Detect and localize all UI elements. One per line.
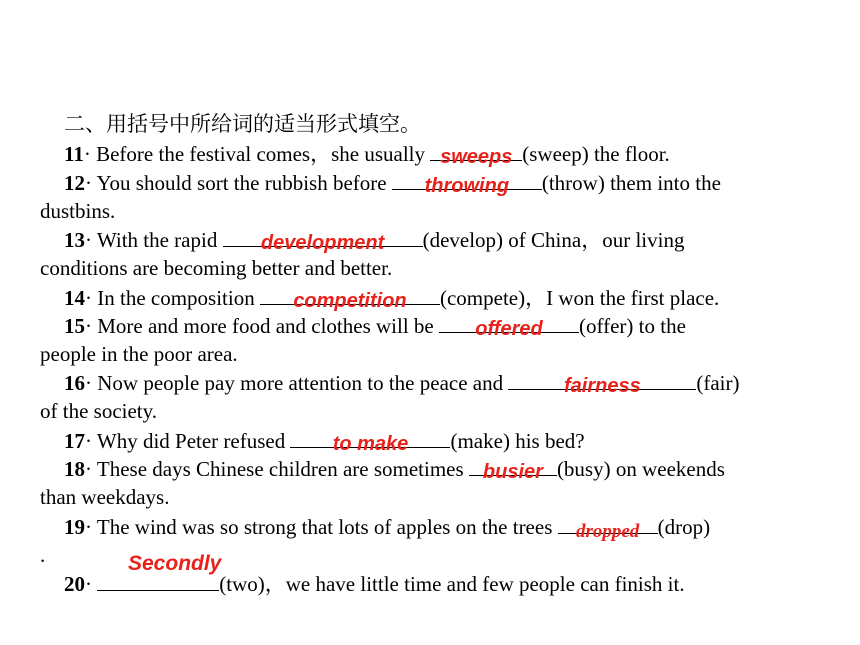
question-text: You should sort the rubbish before bbox=[96, 171, 392, 195]
question-number: 17 bbox=[64, 429, 85, 453]
question-text-after: (compete)，I won the first place. bbox=[439, 286, 720, 310]
question-text: These days Chinese children are sometimes bbox=[96, 457, 469, 481]
question-text-after: (make) his bed? bbox=[450, 429, 585, 453]
separator: · bbox=[85, 572, 92, 596]
question-text-after: (two)，we have little time and few people can finish it. bbox=[219, 572, 685, 596]
separator: · bbox=[85, 457, 92, 481]
question-16-continuation: of the society. bbox=[40, 399, 158, 423]
answer-blank[interactable] bbox=[223, 226, 423, 254]
question-12-continuation: dustbins. bbox=[40, 199, 116, 223]
separator: · bbox=[85, 371, 92, 395]
question-number: 15 bbox=[64, 314, 85, 338]
question-12 bbox=[64, 169, 854, 196]
answer-text: busier bbox=[482, 461, 543, 483]
answer-text: throwing bbox=[424, 175, 510, 197]
answer-blank[interactable] bbox=[97, 570, 219, 591]
question-14 bbox=[64, 284, 854, 311]
question-number: 18 bbox=[64, 457, 85, 481]
answer-blank[interactable] bbox=[558, 513, 658, 542]
question-13 bbox=[64, 226, 854, 253]
separator: · bbox=[85, 286, 92, 310]
answer-blank[interactable] bbox=[469, 455, 557, 483]
question-text-after: (offer) to the bbox=[579, 314, 686, 338]
question-text-after: (busy) on weekends bbox=[556, 457, 725, 481]
question-19-continuation: . bbox=[40, 543, 46, 567]
answer-blank[interactable] bbox=[430, 140, 522, 168]
question-number: 12 bbox=[64, 171, 85, 195]
question-text-after: (sweep) the floor. bbox=[522, 142, 670, 166]
answer-text: development bbox=[260, 232, 385, 254]
separator: · bbox=[85, 171, 92, 195]
answer-text: fairness bbox=[564, 375, 641, 397]
question-15-continuation: people in the poor area. bbox=[40, 342, 238, 366]
question-number: 11 bbox=[64, 142, 84, 166]
question-18 bbox=[64, 455, 854, 482]
question-text: The wind was so strong that lots of apples on the trees bbox=[96, 515, 558, 539]
question-15 bbox=[64, 312, 854, 339]
answer-blank[interactable] bbox=[508, 369, 696, 397]
answer-blank[interactable] bbox=[392, 169, 542, 197]
question-number: 19 bbox=[64, 515, 85, 539]
question-text: Why did Peter refused bbox=[96, 429, 291, 453]
answer-text: dropped bbox=[575, 521, 640, 542]
question-number: 14 bbox=[64, 286, 85, 310]
question-text: In the composition bbox=[97, 286, 260, 310]
question-19 bbox=[64, 513, 854, 540]
separator: · bbox=[83, 142, 91, 166]
question-text: More and more food and clothes will be bbox=[97, 314, 439, 338]
question-17 bbox=[64, 427, 854, 454]
answer-text: to make bbox=[332, 433, 409, 455]
answer-blank[interactable] bbox=[439, 312, 579, 340]
question-20 bbox=[64, 570, 854, 597]
question-text-after: (drop) bbox=[657, 515, 711, 539]
separator: · bbox=[85, 429, 92, 453]
question-16 bbox=[64, 369, 854, 396]
question-text: With the rapid bbox=[96, 228, 223, 252]
question-18-continuation: than weekdays. bbox=[40, 485, 170, 509]
question-text: Now people pay more attention to the peace and bbox=[97, 371, 509, 395]
answer-blank[interactable] bbox=[290, 427, 450, 455]
separator: · bbox=[85, 515, 92, 539]
answer-text: sweeps bbox=[440, 146, 513, 168]
separator: · bbox=[85, 314, 92, 338]
answer-text-20: Secondly bbox=[128, 552, 222, 575]
question-text-after: (develop) of China，our living bbox=[422, 228, 685, 252]
question-number: 20 bbox=[64, 572, 85, 596]
separator: · bbox=[85, 228, 92, 252]
question-11 bbox=[64, 140, 854, 167]
question-number: 13 bbox=[64, 228, 85, 252]
question-13-continuation: conditions are becoming better and better. bbox=[40, 256, 393, 280]
question-text-after: (throw) them into the bbox=[541, 171, 721, 195]
question-text-after: (fair) bbox=[696, 371, 740, 395]
answer-text: offered bbox=[475, 318, 543, 340]
answer-blank[interactable] bbox=[260, 284, 440, 312]
question-text: Before the festival comes，she usually bbox=[96, 142, 431, 166]
question-number: 16 bbox=[64, 371, 85, 395]
section-heading: 二、用括号中所给词的适当形式填空。 bbox=[64, 112, 421, 136]
answer-text: competition bbox=[293, 290, 407, 312]
